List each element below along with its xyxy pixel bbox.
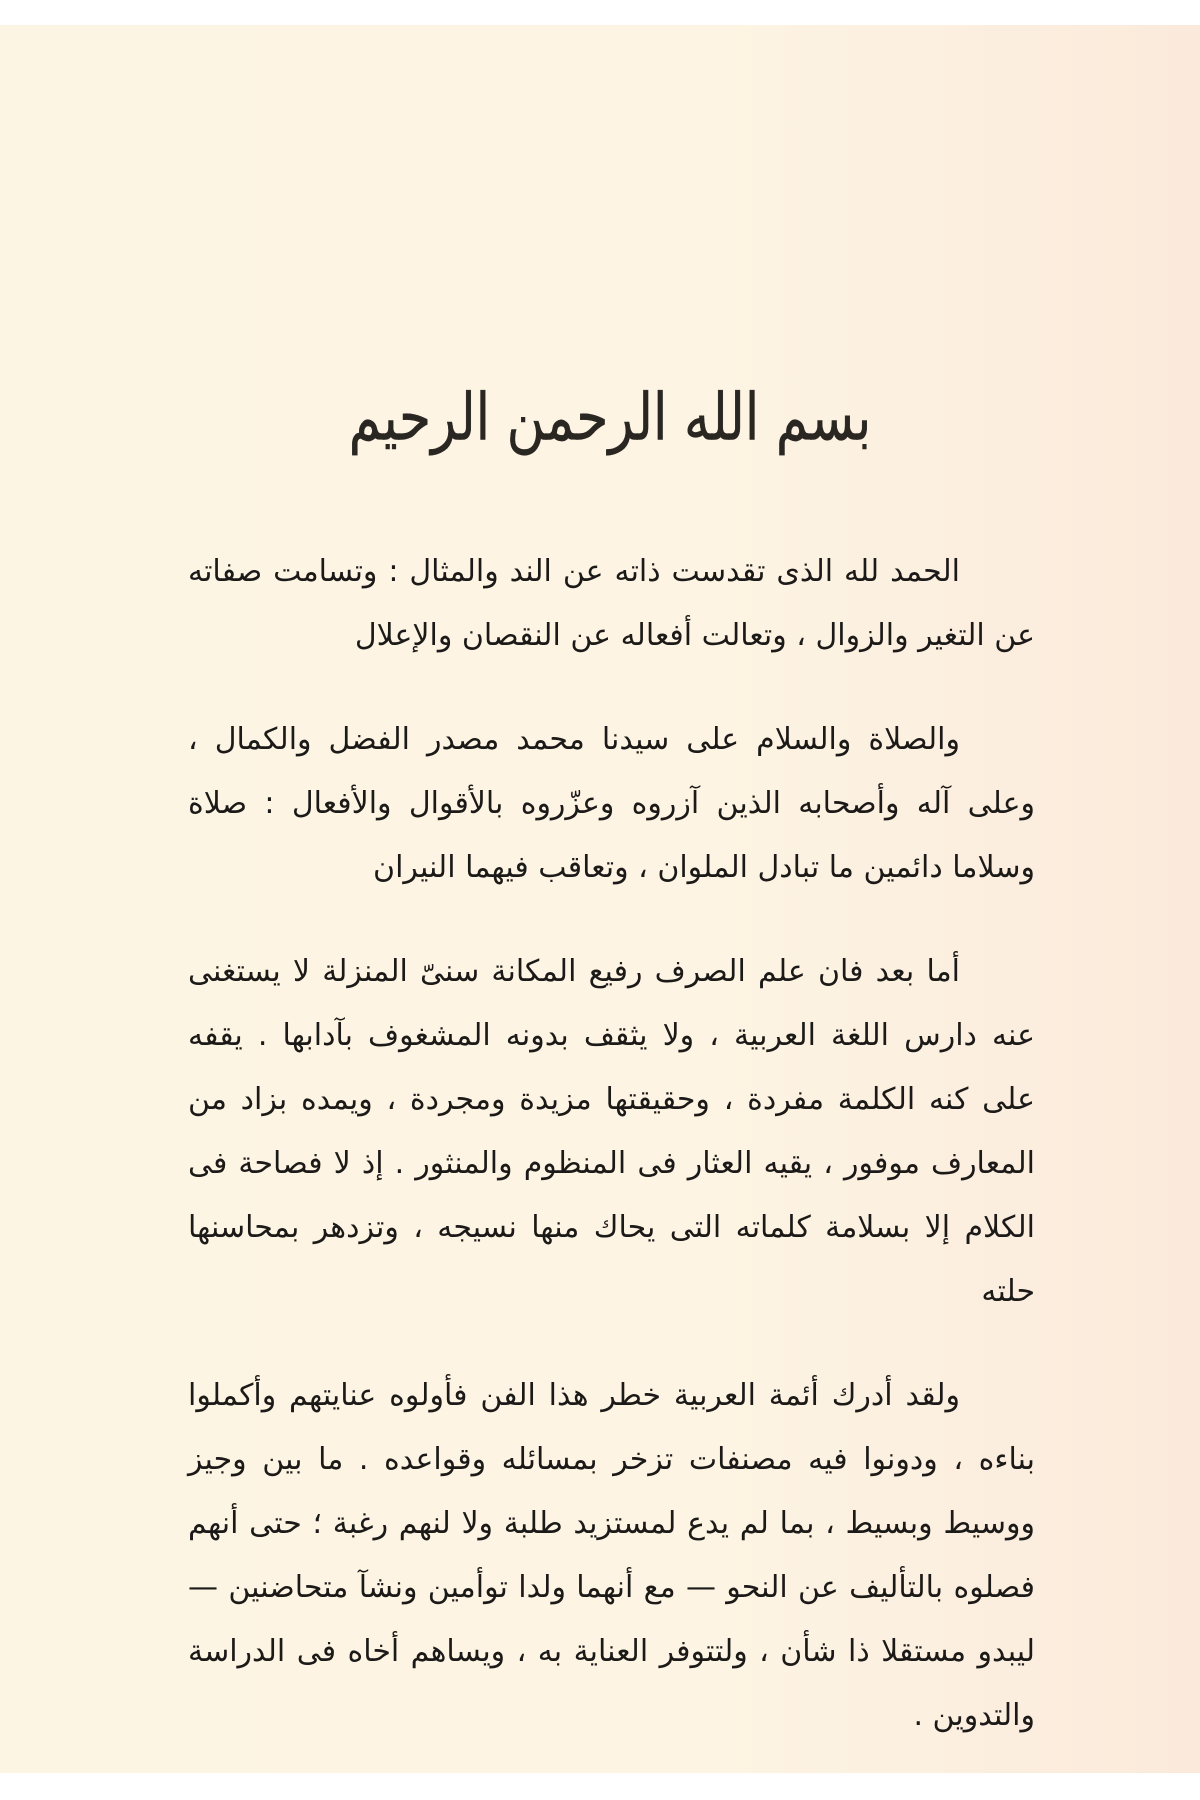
paragraph-praise: الحمد لله الذى تقدست ذاته عن الند والمثال : وتسامت صفاته عن التغير والزوال ، وتعالت أفعاله عن النقصان والإعلال xyxy=(188,554,1035,653)
paragraph-scholars-history: ولقد أدرك أئمة العربية خطر هذا الفن فأولوه عنايتهم وأكملوا بناءه ، ودونوا فيه مصنفات تزخر بمسائله وقواعده . ما بين وجيز ووسيط وبسيط ، بما لم يدع لمستزيد طلبة ولا لنهم رغبة ؛ حتى أنهم فصلوه بالتأليف عن النحو — مع أنهما ولدا توأمين ونشآ متحاضنين — ليبدو مستقلا ذا شأن ، ولتتوفر العناية به ، ويساهم أخاه فى الدراسة والتدوين . xyxy=(188,1378,1035,1733)
page-body xyxy=(188,540,1035,1748)
paragraph-morphology-importance: أما بعد فان علم الصرف رفيع المكانة سنىّ المنزلة لا يستغنى عنه دارس اللغة العربية ، ولا يثقف بدونه المشغوف بآدابها . يقفه على كنه الكلمة مفردة ، وحقيقتها مزيدة ومجردة ، ويمده بزاد من المعارف موفور ، يقيه العثار فى المنظوم والمنثور . إذ لا فصاحة فى الكلام إلا بسلامة كلماته التى يحاك منها نسيجه ، وتزدهر بمحاسنها حلته xyxy=(188,954,1035,1309)
book-page xyxy=(0,25,1200,1773)
basmala-calligraphy xyxy=(348,355,872,480)
paragraph-blessings: والصلاة والسلام على سيدنا محمد مصدر الفضل والكمال ، وعلى آله وأصحابه الذين آزروه وعزّروه بالأقوال والأفعال : صلاة وسلاما دائمين ما تبادل الملوان ، وتعاقب فيهما النيران xyxy=(188,722,1035,885)
basmala-heading: بسم الله الرحمن الرحيم xyxy=(348,380,872,455)
